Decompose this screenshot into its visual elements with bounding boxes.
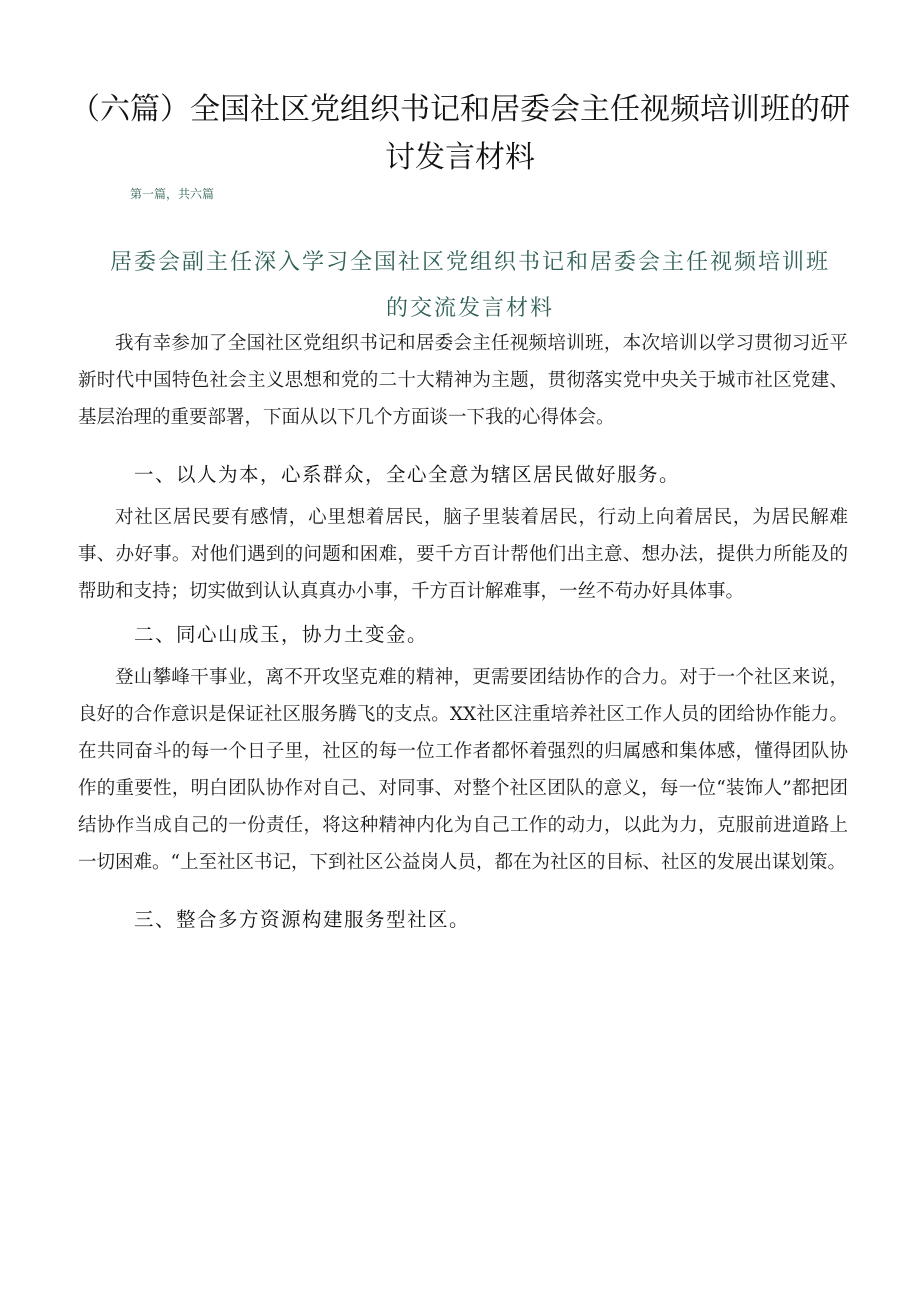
article-subtitle: 居委会副主任深入学习全国社区党组织书记和居委会主任视频培训班的交流发言材料	[110, 250, 831, 321]
paragraph-1: 对社区居民要有感情，心里想着居民，脑子里装着居民，行动上向着居民，为居民解难事、办好事。对他们遇到的问题和困难，要千方百计帮他们出主意、想办法，提供力所能及的帮助和支持；切实做到认认真真办小事，千方百计解难事，一丝不苟办好具体事。	[78, 507, 848, 602]
section-heading-2: 二、同心山成玉，协力土变金。	[134, 623, 429, 646]
document-title: （六篇）全国社区党组织书记和居委会主任视频培训班的研讨发言材料	[70, 92, 850, 175]
section-label: 第一篇，共六篇	[130, 187, 215, 201]
intro-paragraph: 我有幸参加了全国社区党组织书记和居委会主任视频培训班，本次培训以学习贯彻习近平新时代中国特色社会主义思想和党的二十大精神为主题，贯彻落实党中央关于城市社区党建、基层治理的重要部署，下面从以下几个方面谈一下我的心得体会。	[78, 333, 848, 428]
section-heading-3: 三、整合多方资源构建服务型社区。	[134, 908, 471, 931]
article-body	[78, 325, 848, 944]
section-heading-1: 一、以人为本，心系群众，全心全意为辖区居民做好服务。	[134, 463, 681, 486]
paragraph-2: 登山攀峰干事业，离不开攻坚克难的精神，更需要团结协作的合力。对于一个社区来说，良好的合作意识是保证社区服务腾飞的支点。XX社区注重培养社区工作人员的团给协作能力。在共同奋斗的每一个日子里，社区的每一位工作者都怀着强烈的归属感和集体感，懂得团队协作的重要性，明白团队协作对自己、对同事、对整个社区团队的意义，每一位“装饰人”都把团结协作当成自己的一份责任，将这种精神内化为自己工作的动力，以此为力，克服前进道路上一切困难。“上至社区书记，下到社区公益岗人员，都在为社区的目标、社区的发展出谋划策。	[78, 667, 848, 873]
